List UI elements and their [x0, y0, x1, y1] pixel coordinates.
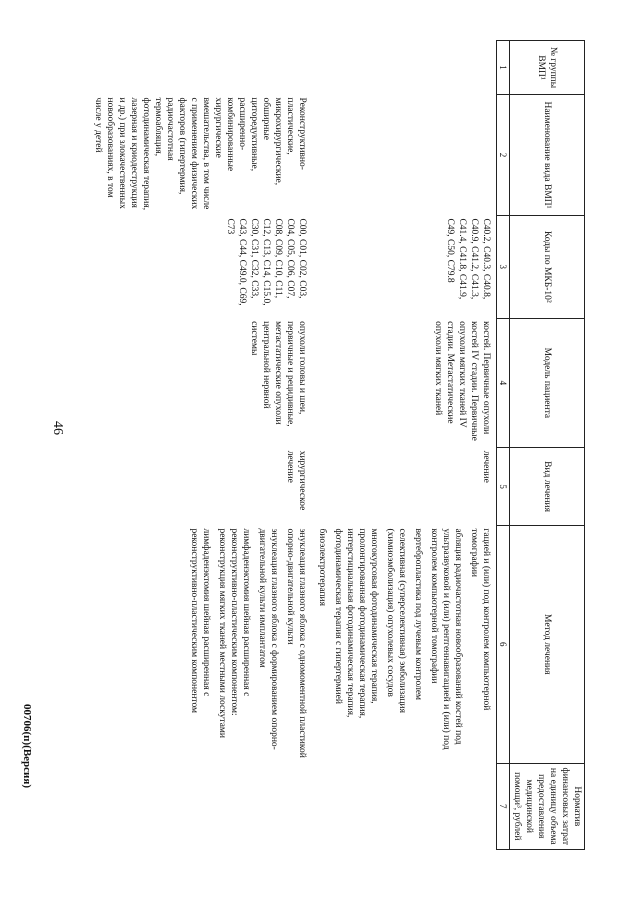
cell-treatment-methods [312, 525, 497, 763]
treatment-method: биоэлектротерапия [317, 528, 327, 606]
header-vmp-name: Наименование вида ВМП¹ [510, 95, 585, 216]
vmp-table [88, 40, 585, 850]
treatment-method: энуклеация глазного яблока с формированием опорно-двигательной культи имплантатом [257, 528, 279, 750]
header-treatment-method: Метод лечения [510, 525, 585, 763]
column-number: 2 [497, 95, 510, 216]
column-number: 3 [497, 215, 510, 318]
cell-treatment-type: лечение [481, 450, 491, 483]
table-row [312, 41, 497, 850]
cell-patient-model: опухоли головы и шеи, первичные и рецидивные, метастатические опухоли центральной нервной системы [249, 321, 307, 427]
column-number: 5 [497, 448, 510, 526]
cell-cost-norm [312, 763, 497, 849]
treatment-method: гацией и (или) под контролем компьютерной томографии [469, 528, 491, 711]
treatment-method: лимфаденэктомия шейная расширенная с реконструктивно-пластическим компонентом [189, 528, 211, 714]
page-number: 46 [50, 421, 65, 435]
cell-group-number [312, 41, 497, 95]
cell-treatment-type: хирургическое лечение [285, 450, 307, 511]
treatment-method: селективная (суперселективная) эмболизация (химиоэмболизация) опухолевых сосудов [385, 528, 407, 713]
treatment-method: вертебропластика под лучевым контролем [413, 528, 423, 701]
treatment-method: абляция радиочастотная новообразований костей под ультразвуковой и (или) рентгеннавигацией и (или) под контролем компьютерной томографии [429, 528, 463, 750]
cell-icd-codes: С40.2, С40.3, С40.8, С40.9, С41.2, С41.3, С41.4, С41.8, С41.9, С49, С50, С79.8 [445, 218, 491, 300]
cell-vmp-name [312, 95, 497, 216]
table-row [88, 41, 312, 850]
document-footer: 00706(п)(Версия) [21, 704, 33, 788]
column-number: 6 [497, 525, 510, 763]
column-number: 1 [497, 41, 510, 95]
header-treatment-type: Вид лечения [510, 448, 585, 526]
vmp-table-container [93, 40, 585, 850]
header-patient-model: Модель пациента [510, 318, 585, 448]
column-number: 7 [497, 763, 510, 849]
cell-patient-model: костей. Первичные опухоли костей IV стадии. Первичные опухоли мягких тканей IV стадии. Метастатические опухоли мягких тканей [433, 321, 491, 441]
treatment-method: многокурсовая фотодинамическая терапия, пролонгированная фотодинамическая терапия, интерстициальная фотодинамическая терапия, фотодинамическая терапия с гипертермией [333, 528, 379, 719]
cell-cost-norm [88, 763, 312, 849]
cell-treatment-methods [88, 525, 312, 763]
header-icd-codes: Коды по МКБ-10² [510, 215, 585, 318]
cell-icd-codes: С00, С01, С02, С03, С04, С05, С06, С07, С08, С09, С10, С11, С12, С13, С14, С15.0, С30, С31, С32, С33, С43, С44, С49.0, С69, С73 [225, 218, 307, 306]
column-number: 4 [497, 318, 510, 448]
treatment-method: энуклеация глазного яблока с одномоментной пластикой опорно-двигательной культи [285, 528, 307, 758]
treatment-method: лимфаденэктомия шейная расширенная с реконструктивно-пластическим компонентом: реконструкция мягких тканей местными лоскутами [217, 528, 251, 739]
table-header-row [510, 41, 585, 850]
column-number-row [497, 41, 510, 850]
cell-vmp-name: Реконструктивно-пластические, микрохирургические, обширные циторедуктивные, расширенно-комбинированные хирургические вмешательства, в том числе с применением физических факторов (гипертермия, радиочастотная термоабляция, фотодинамическая терапия, лазерная и криодеструкция и др.) при злокачественных новообразованиях, в том числе у детей [93, 97, 307, 211]
header-cost-norm: Норматив финансовых затрат на единицу объема предоставления медицинской помощи³, рублей [510, 763, 585, 849]
header-group-number: № группы ВМП¹ [510, 41, 585, 95]
cell-group-number [88, 41, 312, 95]
